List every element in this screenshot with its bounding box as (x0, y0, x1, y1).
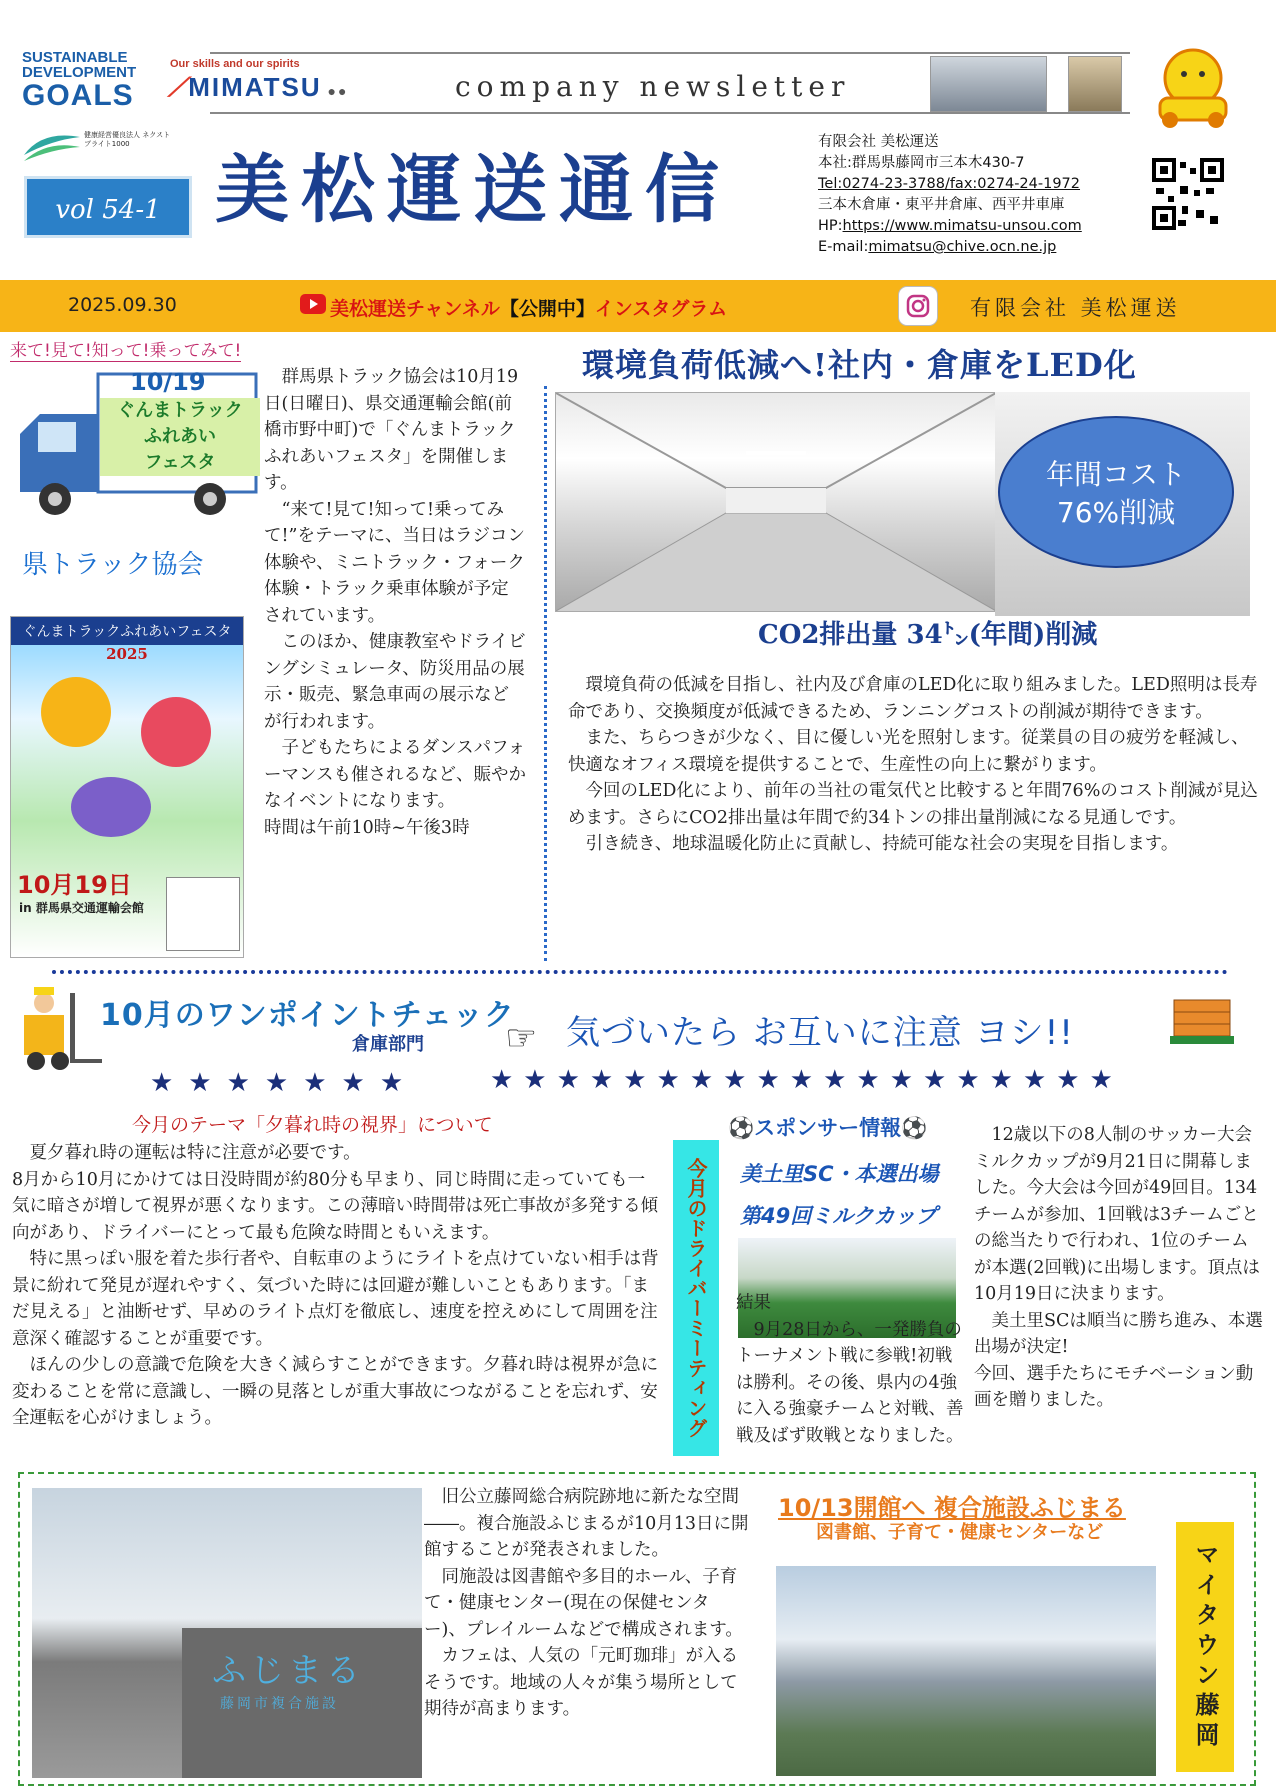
email-label: E-mail: (818, 239, 869, 255)
sponsor-result (736, 1290, 964, 1449)
youtube-icon[interactable] (300, 294, 326, 318)
fest-paragraph: 子どもたちによるダンスパフォーマンスも催されるなど、賑やかなイベントになります。 (264, 738, 526, 811)
channel-name: 美松運送チャンネル (330, 298, 500, 320)
poster-date: 10月19日 (17, 871, 132, 899)
led-paragraph: 今回のLED化により、前年の当社の電気代と比較すると年間76%のコスト削減が見込めます。さらにCO2排出量は年間で約34トンの排出量削減になる見通しです。 (568, 781, 1258, 828)
check-theme: 今月のテーマ「夕暮れ時の視界」について (132, 1114, 493, 1136)
stars-right: ★★★★★★★★★★★★★★★★★★★ (490, 1065, 1123, 1095)
truck-line-2: ふれあい (144, 426, 216, 447)
section-divider (52, 970, 1228, 974)
issue-date: 2025.09.30 (68, 294, 177, 316)
company-phone: Tel:0274-23-3788/fax:0274-24-1972 (818, 176, 1081, 192)
instagram-label: インスタグラム (594, 298, 728, 320)
warehouse-icon (556, 393, 996, 611)
fujimaru-paragraph: 旧公立藤岡総合病院跡地に新たな空間――。複合施設ふじまるが10月13日に開館することが発表されました。 (424, 1487, 749, 1560)
poster-photo-1 (41, 677, 111, 747)
fest-truck-illustration (10, 364, 260, 524)
fujimaru-paragraph: カフェは、人気の「元町珈琲」が入るそうです。地域の人々が集う場所として期待が高まります。 (424, 1646, 739, 1719)
health-cert-logo (22, 125, 172, 170)
soccer-ball-icon: ⚽ (901, 1116, 928, 1140)
result-label: 結果 (736, 1293, 771, 1313)
company-sites: 三本木倉庫・東平井倉庫、西平井車庫 (818, 197, 1065, 213)
truck-line-3: フェスタ (144, 452, 216, 473)
sign-main-text: ふじまる (212, 1651, 364, 1691)
sdgs-line-1: SUSTAINABLE (22, 49, 128, 66)
check-paragraph: 8月から10月にかけては日没時間が約80分も早まり、同じ時間に走っていても一気に暗さが増して視界が悪くなります。この薄暗い時間帯は死亡事故が多発する傾向があり、ドライバーにとって最も危険な時間ともいえます。 (12, 1169, 659, 1243)
mytown-label: マイタウン藤岡 (1176, 1522, 1234, 1772)
fest-paragraph: このほか、健康教室やドライビングシミュレータ、防災用品の展示・販売、緊急車両の展示などが行われます。 (264, 632, 526, 732)
check-paragraph: ほんの少しの意識で危険を大きく減らすことができます。夕暮れ時は視界が急に変わることを常に意識し、一瞬の見落としが重大事故につながることを忘れず、安全運転を心がけましょう。 (12, 1355, 659, 1428)
truck-line-1: ぐんまトラック (117, 400, 243, 421)
fest-article (264, 364, 526, 841)
company-email (818, 237, 1108, 258)
stars-left: ★★★★★★★ (150, 1068, 419, 1098)
logo-tagline: Our skills and our spirits (170, 58, 300, 70)
check-title: 10月のワンポイントチェック (100, 998, 515, 1033)
header-rule-top (210, 52, 1130, 54)
poster-title: ぐんまトラックふれあいフェスタ (11, 617, 243, 645)
led-paragraph: また、ちらつきが少なく、目に優しい光を照射します。従業員の目の疲労を軽減し、快適なオフィス環境を提供することで、生産性の向上に繋がります。 (568, 728, 1249, 775)
led-article (568, 672, 1258, 858)
sign-sub-text: 藤岡市複合施設 (220, 1696, 339, 1712)
association-label: 県トラック協会 (22, 550, 204, 580)
hp-link[interactable]: https://www.mimatsu-unsou.com (842, 218, 1082, 234)
sponsor-heading-text: スポンサー情報 (754, 1116, 902, 1140)
fest-paragraph: 群馬県トラック協会は10月19日(日曜日)、県交通運輸会館(前橋市野中町)で「ぐんまトラックふれあいフェスタ」を開催します。 (264, 367, 519, 493)
safety-mascot-icon (1148, 40, 1238, 130)
warehouse-photo (555, 392, 997, 612)
cargo-pallet-icon (1168, 980, 1238, 1050)
bar-company-name: 有限会社 美松運送 (970, 296, 1181, 320)
poster-photo-2 (141, 697, 211, 767)
company-name: 有限会社 美松運送 (818, 134, 939, 150)
instagram-icon[interactable] (898, 286, 938, 326)
co2-headline: CO2排出量 34㌧(年間)削減 (758, 620, 1098, 650)
driver-photo (1068, 56, 1122, 112)
soccer-ball-icon: ⚽ (728, 1116, 755, 1140)
truck-photo (930, 56, 1047, 112)
company-logo (168, 72, 348, 104)
check-paragraph: 特に黒っぽい服を着た歩行者や、自転車のようにライトを点けていない相手は背景に紛れて発見が遅れやすく、気づいた時には回避が難しいこともあります。「まだ見える」と油断せず、早めのライト点灯を徹底し、速度を控えめにして周囲を注意深く確認することが重要です。 (12, 1249, 659, 1349)
sponsor-article (974, 1122, 1264, 1414)
sponsor-paragraph: 今回、選手たちにモチベーション動画を贈りました。 (974, 1363, 1254, 1410)
fest-paragraph: 時間は午前10時~午後3時 (264, 817, 470, 838)
sdgs-line-3: GOALS (22, 79, 134, 112)
fest-truck-text (100, 398, 260, 476)
led-paragraph: 環境負荷の低減を目指し、社内及び倉庫のLED化に取り組みました。LED照明は長寿命であり、交換頻度が低減できるため、ランニングコストの削減が期待できます。 (568, 675, 1258, 722)
logo-swoosh-icon: ⟋ (168, 72, 189, 102)
sponsor-paragraph: 美土里SCは順当に勝ち進み、本選出場が決定! (974, 1310, 1263, 1357)
poster-year: 2025 (106, 645, 148, 663)
fujimaru-article (424, 1484, 750, 1723)
fujimaru-sign-photo (32, 1488, 422, 1778)
led-title: 環境負荷低減へ!社内・倉庫をLED化 (582, 346, 1137, 384)
email-link[interactable]: mimatsu@chive.ocn.ne.jp (868, 239, 1057, 255)
qr-code-icon[interactable] (1152, 158, 1224, 230)
company-hp (818, 216, 1108, 237)
logo-text: MIMATSU (188, 72, 322, 102)
fujimaru-subtitle: 図書館、子育て・健康センターなど (816, 1522, 1104, 1543)
check-article (12, 1140, 660, 1432)
company-address: 本社:群馬県藤岡市三本木430-7 (818, 155, 1025, 171)
sponsor-cup-line: 第49回ミルクカップ (740, 1204, 937, 1228)
cost-bubble (998, 416, 1234, 568)
fest-poster (10, 616, 244, 958)
fest-kicker: 来て!見て!知って!乗ってみて! (10, 336, 241, 362)
fujimaru-building-photo (776, 1566, 1156, 1776)
bubble-line-1: 年間コスト (1045, 458, 1186, 491)
masthead-title: 美松運送通信 (215, 147, 731, 233)
sdgs-logo (22, 50, 147, 112)
fujimaru-title: 10/13開館へ 複合施設ふじまる (778, 1494, 1126, 1522)
channel-status: 【公開中】 (499, 298, 595, 320)
cert-text: 健康経営優良法人 ネクストブライト1000 (84, 131, 171, 148)
check-slogan: 気づいたら お互いに注意 ヨシ!! (566, 1013, 1074, 1053)
sponsor-heading (728, 1112, 927, 1142)
header-rule-mid (210, 112, 1130, 114)
driver-meeting-label: 今月のドライバーミーティング (673, 1140, 719, 1456)
forklift-icon (14, 985, 104, 1075)
bubble-line-2: 76%削減 (1056, 496, 1176, 529)
newsletter-label: company newsletter (455, 70, 851, 103)
fujimaru-paragraph: 同施設は図書館や多目的ホール、子育て・健康センター(現在の保健センター)、プレイルームなどで構成されます。 (424, 1566, 743, 1640)
info-bar (0, 280, 1276, 332)
fest-date-badge: 10/19 (130, 368, 206, 396)
poster-venue: in 群馬県交通運輸会館 (19, 901, 144, 915)
poster-photo-3 (71, 777, 151, 837)
logo-dots-icon: ●● (321, 83, 349, 99)
pointing-hand-icon: ☞ (505, 1018, 538, 1059)
hp-label: HP: (818, 218, 843, 234)
wave-icon (22, 125, 82, 165)
youtube-channel-link[interactable] (330, 294, 727, 321)
check-paragraph: 夏夕暮れ時の運転は特に注意が必要です。 (12, 1143, 361, 1163)
company-info (818, 132, 1108, 258)
sponsor-paragraph: 12歳以下の8人制のサッカー大会ミルクカップが9月21日に開幕しました。今大会は今回が49回目。134チームが参加、1回戦は3チームごとの総当たりで行われ、1位のチームが本選(2回戦)に出場します。頂点は10月19日に決まります。 (974, 1125, 1260, 1304)
fest-paragraph: “来て!見て!知って!乗ってみて!”をテーマに、当日はラジコン体験や、ミニトラック・フォーク体験・トラック乗車体験が予定されています。 (264, 499, 525, 626)
column-divider (544, 386, 547, 961)
check-dept: 倉庫部門 (352, 1034, 424, 1055)
result-text: 9月28日から、一発勝負のトーナメント戦に参戦!初戦は勝利。その後、県内の4強に入る強豪チームと対戦、善戦及ばず敗戦となりました。 (736, 1319, 964, 1446)
sdgs-line-2: DEVELOPMENT (22, 64, 137, 81)
volume-badge: vol 54-1 (24, 176, 192, 238)
sponsor-team-line: 美土里SC・本選出場 (740, 1162, 939, 1186)
poster-map (166, 877, 240, 951)
led-paragraph: 引き続き、地球温暖化防止に貢献し、持続可能な社会の実現を目指します。 (568, 834, 1179, 854)
